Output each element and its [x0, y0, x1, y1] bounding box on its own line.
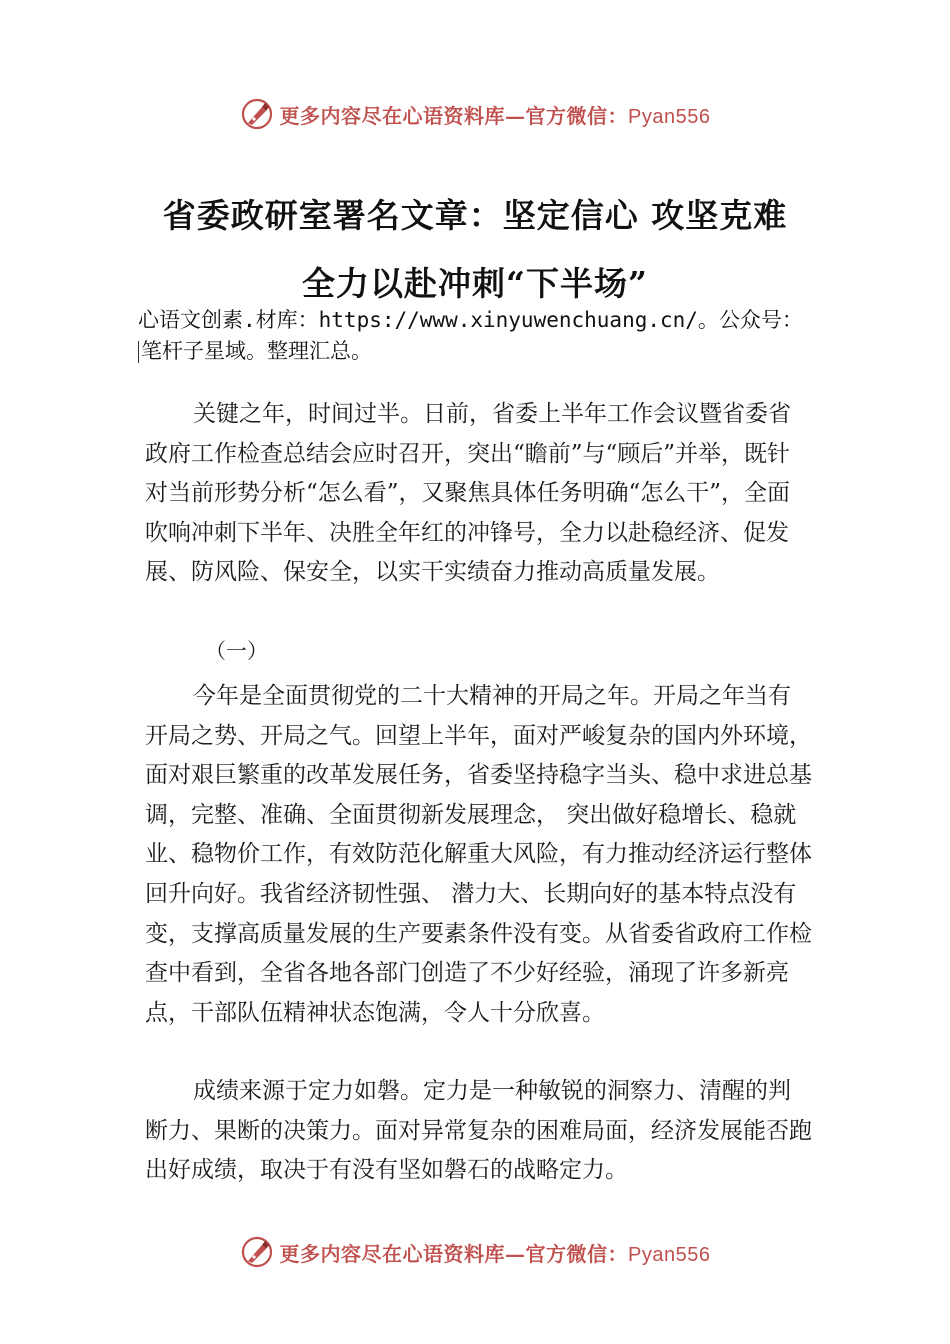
- footer-banner: [0, 1232, 950, 1272]
- banner-wechat-id: Pyan556: [628, 105, 711, 128]
- source-line-1: 心语文创素.材库：https://www.xinyuwenchuang.cn/。公众号：: [138, 308, 803, 332]
- header-banner: [0, 94, 950, 134]
- paragraph-3: 成绩来源于定力如磐。定力是一种敏锐的洞察力、清醒的判断力、果断的决策力。面对异常复杂的困难局面，经济发展能否跑出好成绩，取决于有没有坚如磐石的战略定力。: [145, 1078, 812, 1184]
- document-title-line-2: 全力以赴冲刺“下半场”: [302, 264, 648, 303]
- banner-wechat-id: Pyan556: [628, 1243, 711, 1266]
- paragraph-2: 今年是全面贯彻党的二十大精神的开局之年。开局之年当有开局之势、开局之气。回望上半年，面对严峻复杂的国内外环境，面对艰巨繁重的改革发展任务，省委坚持稳字当头、稳中求进总基调，完整、准确、全面贯彻新发展理念， 突出做好稳增长、稳就业、稳物价工作，有效防范化解重大风险，有力推动经济运行整体回升向好。我省经济韧性强、 潜力大、长期向好的基本特点没有变，支撑高质量发展的生产要素条件没有变。从省委省政府工作检查中看到，全省各地各部门创造了不少好经验，涌现了许多新亮点，干部队伍精神状态饱满，令人十分欣喜。: [145, 683, 812, 1026]
- section-heading: （一）: [205, 639, 268, 663]
- pen-nib-logo-icon: [240, 1235, 274, 1269]
- text-cursor-bar: [138, 341, 139, 363]
- banner-text: 更多内容尽在心语资料库—官方微信：Pyan556: [279, 1241, 711, 1266]
- document-title-line-1: 省委政研室署名文章：坚定信心 攻坚克难: [162, 196, 788, 235]
- banner-text: 更多内容尽在心语资料库—官方微信：Pyan556: [279, 103, 711, 128]
- source-line-2: [138, 336, 858, 366]
- pen-nib-logo-icon: [240, 97, 274, 131]
- source-line-2-text: 笔杆子星域。整理汇总。: [141, 339, 372, 363]
- paragraph-1: 关键之年，时间过半。日前，省委上半年工作会议暨省委省政府工作检查总结会应时召开，突出“瞻前”与“顾后”并举，既针对当前形势分析“怎么看”，又聚焦具体任务明确“怎么干”，全面吹响冲刺下半年、决胜全年红的冲锋号，全力以赴稳经济、促发展、防风险、保安全，以实干实绩奋力推动高质量发展。: [145, 401, 791, 586]
